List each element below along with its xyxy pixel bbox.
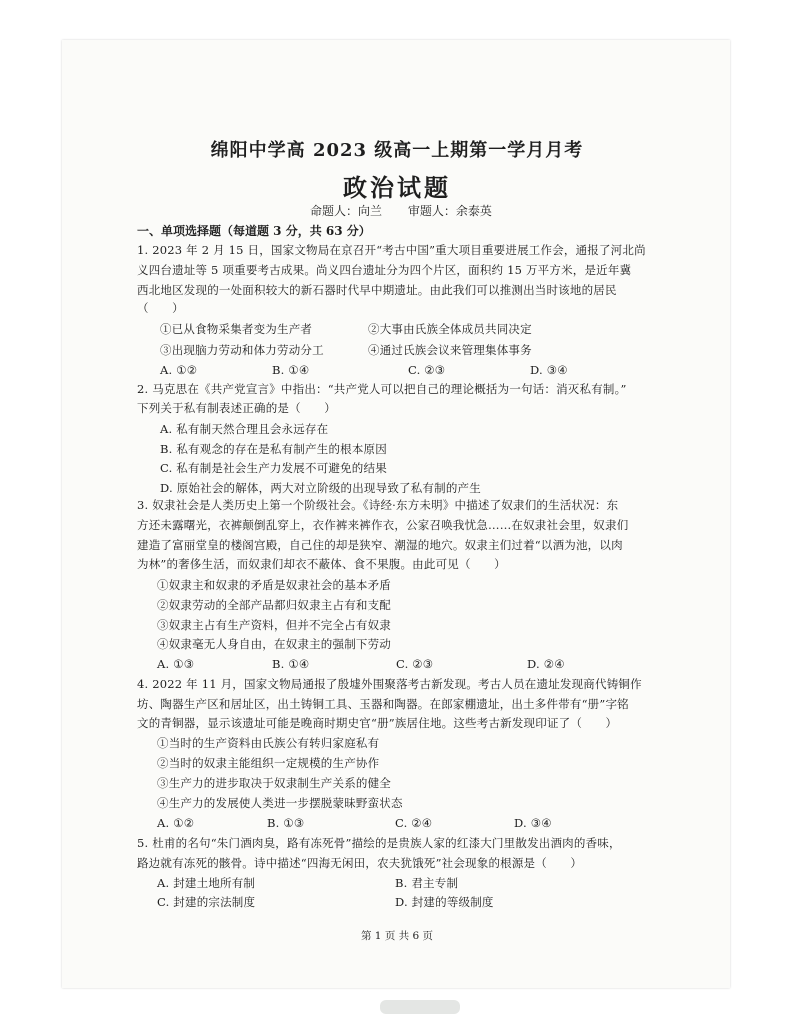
q2-stem-line: 下列关于私有制表述正确的是（ ）: [137, 401, 336, 415]
section-title: 一、单项选择题（每道题 3 分，共 63 分）: [137, 224, 371, 238]
q3-item: ①奴隶主和奴隶的矛盾是奴隶社会的基本矛盾: [157, 578, 391, 592]
q2-option-a: A. 私有制天然合理且会永远存在: [160, 422, 329, 436]
q3-item: ②奴隶劳动的全部产品都归奴隶主占有和支配: [157, 598, 391, 612]
q3-option-d: D. ②④: [527, 657, 565, 671]
q4-item: ②当时的奴隶主能组织一定规模的生产协作: [157, 756, 380, 770]
q1-stem-line: 西北地区发现的一处面积较大的新石器时代早中期遗址。由此我们可以推测出当时该地的居民: [137, 283, 617, 297]
q1-item: ②大事由氏族全体成员共同决定: [368, 322, 532, 336]
q4-item: ①当时的生产资料由氏族公有转归家庭私有: [157, 736, 380, 750]
q5-stem-line: 路边就有冻死的骸骨。诗中描述“四海无闲田，农夫犹饿死”社会现象的根源是（ ）: [137, 856, 583, 870]
q5-option-a: A. 封建土地所有制: [157, 876, 256, 890]
q1-stem-line: 义四台遗址等 5 项重要考古成果。尚义四台遗址分为四个片区，面积约 15 万平方米，是近年冀: [137, 263, 632, 277]
q5-option-c: C. 封建的宗法制度: [157, 895, 256, 909]
reviewer: 审题人：余泰英: [407, 204, 492, 218]
q3-item: ④奴隶毫无人身自由，在奴隶主的强制下劳动: [157, 637, 391, 651]
q1-stem-line: 1. 2023 年 2 月 15 日，国家文物局在京召开“考古中国”重大项目重要进展工作会，通报了河北尚: [137, 243, 646, 257]
author-line: [310, 202, 514, 219]
q3-item: ③奴隶主占有生产资料，但并不完全占有奴隶: [157, 618, 391, 632]
q4-option-a: A. ①②: [157, 816, 195, 830]
q1-item: ①已从食物采集者变为生产者: [160, 322, 313, 336]
q2-option-b: B. 私有观念的存在是私有制产生的根本原因: [160, 442, 387, 456]
q4-item: ③生产力的进步取决于奴隶制生产关系的健全: [157, 776, 391, 790]
q5-option-d: D. 封建的等级制度: [395, 895, 494, 909]
q1-item: ③出现脑力劳动和体力劳动分工: [160, 343, 324, 357]
q4-stem-line: 文的青铜器，显示该遗址可能是晚商时期史官“册”族居住地。这些考古新发现印证了（ ）: [137, 716, 618, 730]
subject-title: 政治试题: [343, 173, 451, 202]
q1-item: ④通过氏族会议来管理集体事务: [368, 343, 532, 357]
exam-title: 绵阳中学高 2023 级高一上期第一学月月考: [210, 140, 584, 161]
q1-option-b: B. ①④: [272, 363, 310, 377]
q2-option-c: C. 私有制是社会生产力发展不可避免的结果: [160, 461, 387, 475]
q3-stem-line: 为林”的奢侈生活，而奴隶们却衣不蔽体、食不果腹。由此可见（ ）: [137, 557, 506, 571]
q4-stem-line: 坊、陶器生产区和居址区，出土铸铜工具、玉器和陶器。在郎家棚遗址，出土多件带有“册”字铭: [137, 697, 629, 711]
q1-option-d: D. ③④: [530, 363, 568, 377]
q2-option-d: D. 原始社会的解体，两大对立阶级的出现导致了私有制的产生: [160, 481, 481, 495]
page-number: 第 1 页 共 6 页: [360, 930, 434, 942]
q5-option-b: B. 君主专制: [395, 876, 459, 890]
q4-option-d: D. ③④: [514, 816, 552, 830]
q3-stem-line: 方还未露曙光，衣裤颠倒乱穿上，衣作裤来裤作衣，公家召唤我忧急……在奴隶社会里，奴隶们: [137, 518, 629, 532]
q3-option-b: B. ①④: [272, 657, 310, 671]
q4-stem-line: 4. 2022 年 11 月，国家文物局通报了殷墟外围聚落考古新发现。考古人员在遗址发现商代铸铜作: [137, 677, 642, 691]
q3-option-c: C. ②③: [396, 657, 434, 671]
q1-option-c: C. ②③: [408, 363, 446, 377]
setter: 命题人：向兰: [310, 204, 383, 218]
q2-stem-line: 2. 马克思在《共产党宣言》中指出：“共产党人可以把自己的理论概括为一句话：消灭私有制。”: [137, 382, 627, 396]
q4-item: ④生产力的发展使人类进一步摆脱蒙昧野蛮状态: [157, 796, 403, 810]
scan-smudge: [380, 1000, 460, 1014]
q3-stem-line: 建造了富丽堂皇的楼阁宫殿，自己住的却是狭窄、潮湿的地穴。奴隶主们过着“以酒为池，以肉: [137, 538, 623, 552]
q4-option-c: C. ②④: [395, 816, 433, 830]
q3-stem-line: 3. 奴隶社会是人类历史上第一个阶级社会。《诗经·东方未明》中描述了奴隶们的生活状况：东: [137, 498, 619, 512]
q1-option-a: A. ①②: [160, 363, 198, 377]
q1-stem-line: （ ）: [137, 301, 184, 315]
q4-option-b: B. ①③: [267, 816, 305, 830]
q3-option-a: A. ①③: [157, 657, 195, 671]
q5-stem-line: 5. 杜甫的名句“朱门酒肉臭，路有冻死骨”描绘的是贵族人家的红漆大门里散发出酒肉的香味，: [137, 836, 621, 850]
